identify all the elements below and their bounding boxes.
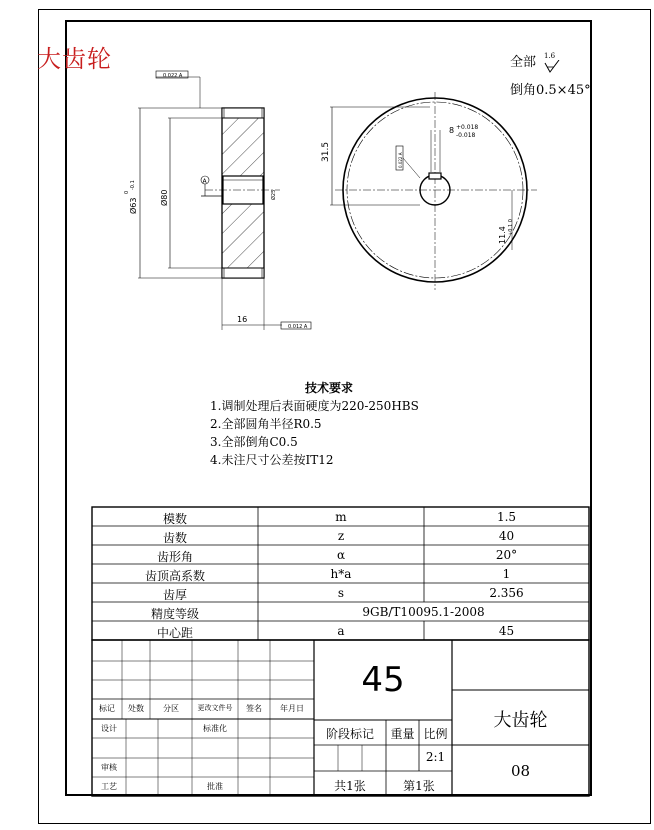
sheets-total: 共1张 xyxy=(334,779,366,793)
tech-requirement-item: 3.全部倒角C0.5 xyxy=(210,435,298,449)
material-label: 45 xyxy=(361,660,405,700)
param-symbol: α xyxy=(336,548,346,562)
tech-requirement-item: 2.全部圆角半径R0.5 xyxy=(210,417,322,431)
runout-tol-1: 0.022 A xyxy=(163,73,183,79)
param-value: 1.5 xyxy=(496,510,517,524)
weight-label: 重量 xyxy=(390,727,415,741)
param-value: 20° xyxy=(495,548,518,562)
param-value: 45 xyxy=(498,624,515,638)
param-value: 1 xyxy=(502,567,511,581)
design-label: 设计 xyxy=(101,724,117,733)
keyway-tol-frame: 0.022 A xyxy=(398,152,403,168)
param-value: 2.356 xyxy=(489,586,524,600)
datum-label: A xyxy=(202,178,207,185)
approve-label: 批准 xyxy=(207,782,223,791)
roughness-symbol-icon xyxy=(544,60,560,74)
param-name: 齿顶高系数 xyxy=(144,569,205,583)
tip-tol-upper: 0 xyxy=(124,190,130,194)
scale-value: 2:1 xyxy=(425,750,446,764)
param-name: 齿厚 xyxy=(162,588,187,602)
param-symbol: z xyxy=(337,529,345,543)
chamfer-note: 倒角0.5×45° xyxy=(510,83,591,98)
tip-tol-lower: -0.1 xyxy=(130,180,136,190)
param-symbol: a xyxy=(337,624,345,638)
param-name: 齿形角 xyxy=(156,550,193,564)
row-mark-label: 标记 xyxy=(99,704,115,713)
tip-dia-dim: Ø63 xyxy=(129,197,138,214)
param-symbol: m xyxy=(335,510,347,524)
param-symbol: h*a xyxy=(330,567,352,581)
row-doc-label: 更改文件号 xyxy=(197,704,233,712)
row-zone-label: 分区 xyxy=(163,704,179,713)
review-label: 审核 xyxy=(101,763,117,772)
part-name-stamp: 大齿轮 xyxy=(37,45,112,73)
key-tol-upper: +0.018 xyxy=(456,124,479,131)
row-sign-label: 签名 xyxy=(246,704,262,713)
tech-requirements-title: 技术要求 xyxy=(305,381,354,395)
row-date-label: 年月日 xyxy=(280,704,304,713)
roughness-value: 1.6 xyxy=(544,52,556,60)
param-value: 40 xyxy=(498,529,515,543)
runout-tol-2: 0.012 A xyxy=(288,324,308,330)
sheet-number: 第1张 xyxy=(403,779,435,793)
standard-label: 标准化 xyxy=(203,724,227,733)
param-name: 齿数 xyxy=(162,531,187,545)
param-value: 9GB/T10095.1-2008 xyxy=(362,605,485,619)
stage-mark-label: 阶段标记 xyxy=(325,727,374,741)
front-view xyxy=(330,92,537,290)
width-dim: 16 xyxy=(237,315,248,324)
key-width-dim: 8 xyxy=(449,126,455,135)
param-symbol: s xyxy=(337,586,345,600)
surface-all-label: 全部 xyxy=(510,55,537,70)
drawing-number: 08 xyxy=(510,762,531,780)
param-name: 精度等级 xyxy=(150,607,199,621)
key-depth-dim: 31.5 xyxy=(321,141,331,162)
row-count-label: 处数 xyxy=(128,704,144,713)
hub-dim: Ø25 xyxy=(271,189,277,200)
process-label: 工艺 xyxy=(101,782,117,791)
tech-requirement-item: 4.未注尺寸公差按IT12 xyxy=(210,453,334,467)
ratio-label: 比例 xyxy=(423,727,448,741)
tech-requirement-item: 1.调制处理后表面硬度为220-250HBS xyxy=(210,399,419,413)
param-name: 中心距 xyxy=(156,626,193,640)
bore-dim: Ø80 xyxy=(160,189,169,206)
side-tol: +0.1 0 xyxy=(508,219,514,236)
part-name-label: 大齿轮 xyxy=(493,710,548,731)
key-tol-lower: -0.018 xyxy=(456,132,476,139)
side-dim: 11.4 xyxy=(498,226,507,244)
param-name: 模数 xyxy=(162,512,187,526)
